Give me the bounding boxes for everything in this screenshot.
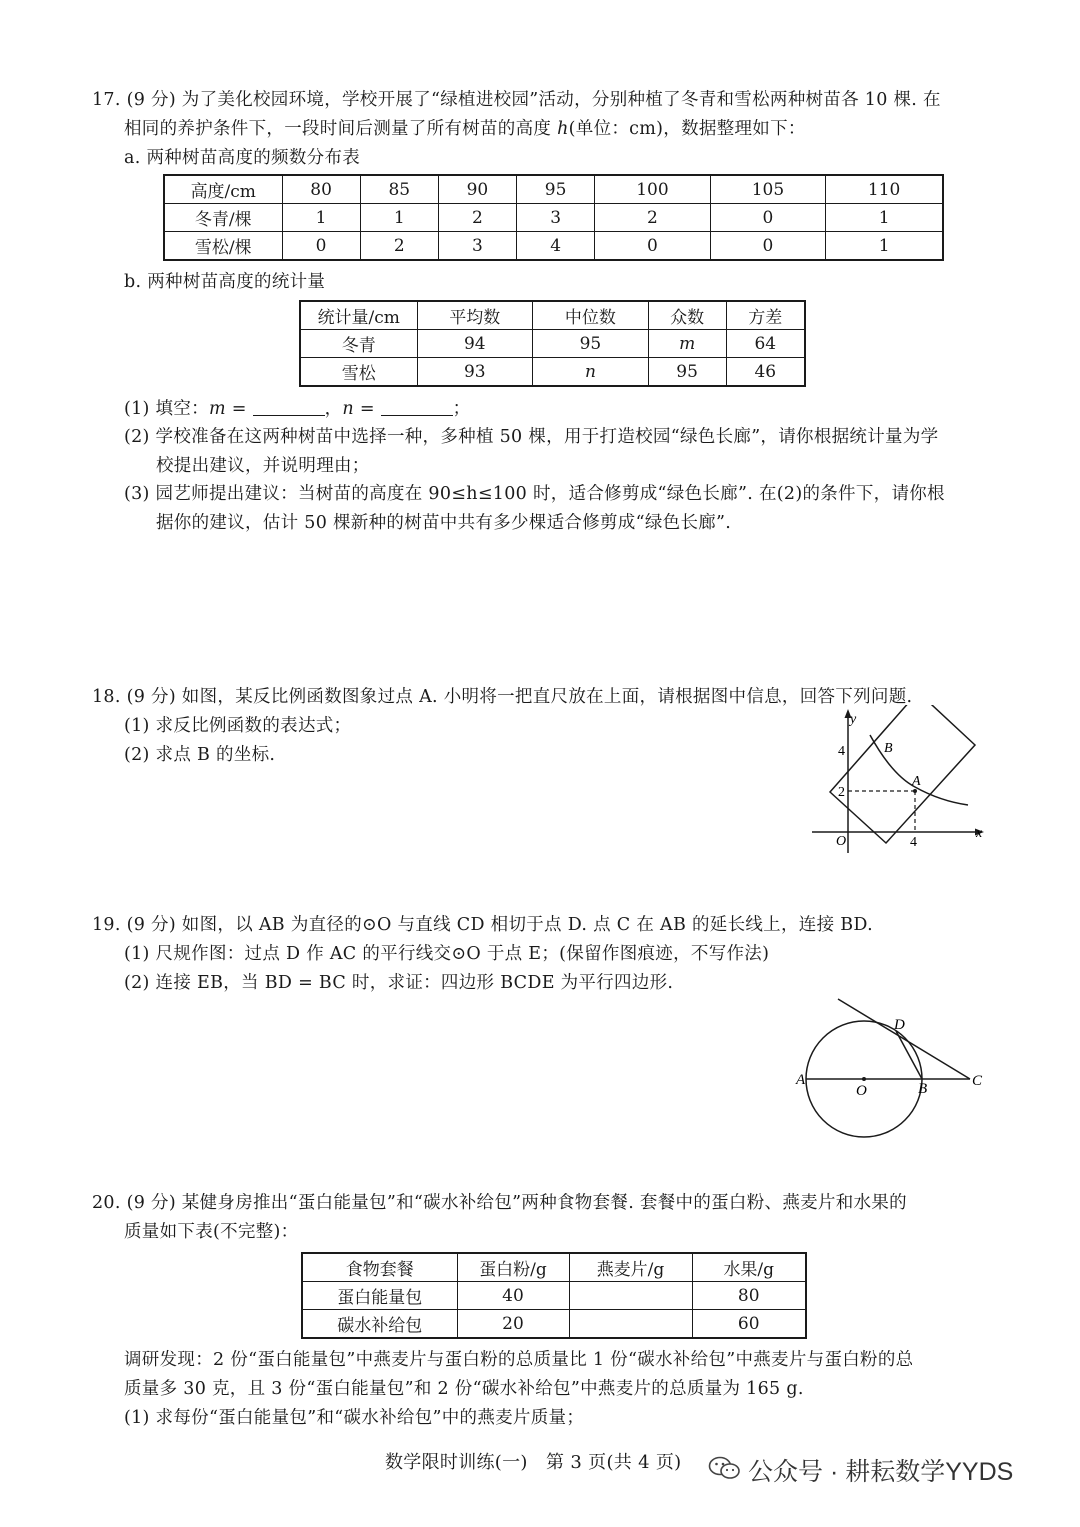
table-cell: 95 (648, 358, 726, 387)
q18-part1: (1) 求反比例函数的表达式； (124, 716, 352, 736)
food-package-table (301, 1252, 807, 1339)
segment-bd (896, 1031, 922, 1079)
table-cell: 0 (710, 232, 826, 261)
table-cell: 80 (692, 1282, 806, 1310)
q19-part1: (1) 尺规作图：过点 D 作 AC 的平行线交⊙O 于点 E；(保留作图痕迹，不写作法) (124, 944, 770, 964)
wechat-icon (708, 1455, 742, 1481)
table-cell: 40 (457, 1282, 569, 1310)
header-cell: 蛋白粉/g (457, 1253, 569, 1282)
table-cell: 0 (282, 232, 360, 261)
table-cell: 1 (826, 204, 943, 232)
statistics-table (299, 300, 806, 387)
table-cell: 46 (726, 358, 805, 387)
label-a: A (796, 1072, 806, 1088)
q17-label-b: b. 两种树苗高度的统计量 (124, 272, 326, 292)
table-cell: 碳水补给包 (302, 1310, 457, 1339)
y-tick-4-label: 4 (838, 744, 845, 759)
label-o: O (856, 1083, 867, 1099)
table-cell: 雪松 (300, 358, 417, 387)
table-cell (569, 1282, 692, 1310)
q17-stem-line1: 17. (9 分) 为了美化校园环境，学校开展了“绿植进校园”活动，分别种植了冬青和雪松两种树苗各 10 棵. 在 (92, 90, 941, 110)
q20-part1: (1) 求每份“蛋白能量包”和“碳水补给包”中的燕麦片质量； (124, 1408, 585, 1428)
point-a-dot (913, 789, 917, 793)
header-cell: 燕麦片/g (569, 1253, 692, 1282)
q18-part2: (2) 求点 B 的坐标. (124, 745, 276, 765)
header-cell: 众数 (648, 301, 726, 330)
table-cell: 95 (533, 330, 649, 358)
label-c: C (972, 1073, 983, 1089)
q17-part3-line1: (3) 园艺师提出建议：当树苗的高度在 90≤h≤100 时，适合修剪成“绿色长廊”. 在(2)的条件下，请你根 (124, 484, 945, 504)
table-cell: 20 (457, 1310, 569, 1339)
table-cell: 1 (282, 204, 360, 232)
table-cell: 冬青/棵 (164, 204, 282, 232)
header-cell: 80 (282, 175, 360, 204)
q17-part3-line2: 据你的建议，估计 50 棵新种的树苗中共有多少棵适合修剪成“绿色长廊”. (156, 513, 732, 533)
table-cell: 64 (726, 330, 805, 358)
table-header-row (302, 1253, 806, 1282)
table-cell: 3 (438, 232, 516, 261)
header-cell: 平均数 (417, 301, 533, 330)
table-cell: 2 (595, 204, 711, 232)
table-header-row (300, 301, 805, 330)
table-cell: 0 (710, 204, 826, 232)
header-cell: 110 (826, 175, 943, 204)
q18-figure (800, 705, 1000, 855)
table-row (164, 232, 943, 261)
table-cell: 0 (595, 232, 711, 261)
y-tick-2-label: 2 (838, 785, 845, 800)
table-cell: 93 (417, 358, 533, 387)
table-cell: 雪松/棵 (164, 232, 282, 261)
center-o-dot (862, 1077, 866, 1081)
table-cell: n (533, 358, 649, 387)
header-cell: 方差 (726, 301, 805, 330)
q20-stem-line1: 20. (9 分) 某健身房推出“蛋白能量包”和“碳水补给包”两种食物套餐. 套餐中的蛋白粉、燕麦片和水果的 (92, 1193, 907, 1213)
header-cell: 90 (438, 175, 516, 204)
label-b: B (918, 1081, 928, 1097)
tangent-line-cd (838, 999, 970, 1079)
q20-survey-line1: 调研发现：2 份“蛋白能量包”中燕麦片与蛋白粉的总质量比 1 份“碳水补给包”中燕麦片与蛋白粉的总 (124, 1350, 914, 1370)
q19-stem: 19. (9 分) 如图，以 AB 为直径的⊙O 与直线 CD 相切于点 D. 点 C 在 AB 的延长线上，连接 BD. (92, 915, 873, 935)
watermark-text: 公众号 · 耕耘数学YYDS (748, 1458, 1014, 1486)
table-row (302, 1310, 806, 1339)
header-cell: 中位数 (533, 301, 649, 330)
header-cell: 统计量/cm (300, 301, 417, 330)
header-cell: 85 (360, 175, 438, 204)
answer-blank-m[interactable] (253, 397, 325, 416)
frequency-table (163, 174, 944, 261)
table-cell: 1 (360, 204, 438, 232)
header-cell: 105 (710, 175, 826, 204)
table-row (164, 204, 943, 232)
table-cell: 3 (517, 204, 595, 232)
table-cell: 1 (826, 232, 943, 261)
q19-part2: (2) 连接 EB，当 BD = BC 时，求证：四边形 BCDE 为平行四边形. (124, 973, 674, 993)
q17-part2-line1: (2) 学校准备在这两种树苗中选择一种，多种植 50 棵，用于打造校园“绿色长廊”，请你根据统计量为学 (124, 427, 939, 447)
table-cell: 冬青 (300, 330, 417, 358)
table-row (300, 358, 805, 387)
q18-stem: 18. (9 分) 如图，某反比例函数图象过点 A. 小明将一把直尺放在上面，请根据图中信息，回答下列问题. (92, 687, 913, 707)
table-row (300, 330, 805, 358)
page-footer: 数学限时训练(一) 第 3 页(共 4 页) (385, 1452, 682, 1473)
table-cell: 2 (360, 232, 438, 261)
point-b-label: B (884, 741, 893, 756)
header-cell: 100 (595, 175, 711, 204)
table-cell: 蛋白能量包 (302, 1282, 457, 1310)
table-cell: 2 (438, 204, 516, 232)
y-axis-label: y (850, 712, 857, 727)
header-cell: 水果/g (692, 1253, 806, 1282)
header-cell: 食物套餐 (302, 1253, 457, 1282)
q20-stem-line2: 质量如下表(不完整)： (124, 1222, 299, 1242)
table-cell (569, 1310, 692, 1339)
origin-label: O (836, 834, 847, 849)
table-row (302, 1282, 806, 1310)
table-cell: 60 (692, 1310, 806, 1339)
point-a-label: A (912, 774, 921, 789)
label-d: D (894, 1017, 905, 1033)
q17-part2-line2: 校提出建议，并说明理由； (156, 456, 370, 476)
q17-label-a: a. 两种树苗高度的频数分布表 (124, 148, 361, 168)
table-header-row (164, 175, 943, 204)
q17-stem-line2: 相同的养护条件下，一段时间后测量了所有树苗的高度 h(单位：cm)，数据整理如下： (124, 119, 806, 139)
x-tick-4-label: 4 (910, 835, 917, 850)
q17-part1: (1) 填空：m = ，n = ； (124, 399, 471, 419)
answer-blank-n[interactable] (381, 397, 453, 416)
table-cell: 4 (517, 232, 595, 261)
table-cell: 94 (417, 330, 533, 358)
header-cell: 高度/cm (164, 175, 282, 204)
x-axis-label: x (976, 826, 983, 841)
table-cell: m (648, 330, 726, 358)
header-cell: 95 (517, 175, 595, 204)
q20-survey-line2: 质量多 30 克，且 3 份“蛋白能量包”和 2 份“碳水补给包”中燕麦片的总质量为 165 g. (124, 1379, 804, 1399)
q19-figure (790, 995, 1000, 1155)
